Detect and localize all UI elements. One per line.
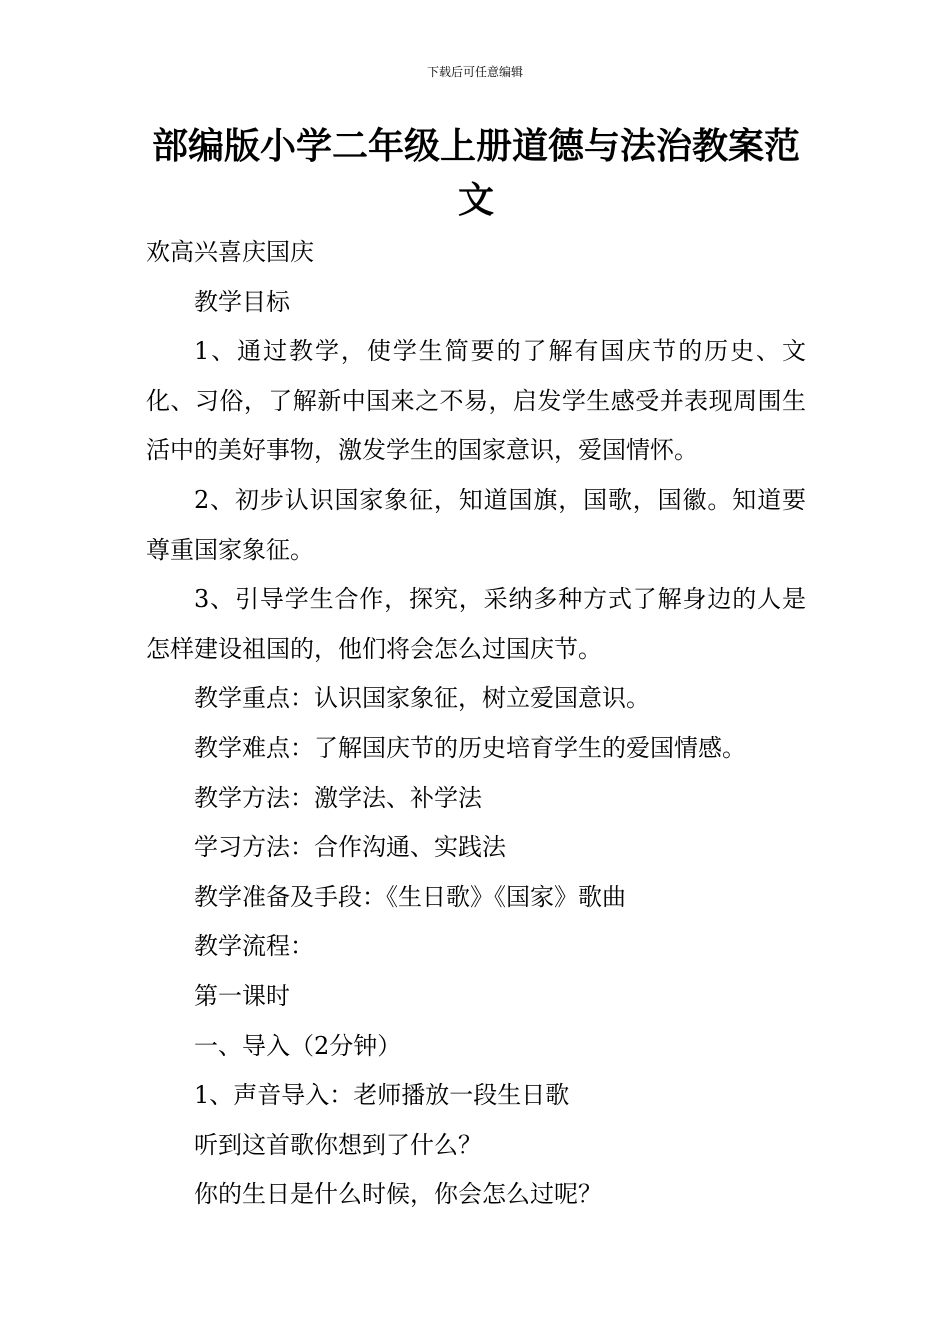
teaching-process-heading: 教学流程： [194,932,314,961]
teaching-key-point: 教学重点：认识国家象征，树立爱国意识。 [194,684,650,713]
intro-step-1: 1、声音导入：老师播放一段生日歌 [194,1081,570,1110]
lesson-one-heading: 第一课时 [194,981,290,1010]
intro-question-2: 你的生日是什么时候，你会怎么过呢？ [194,1180,602,1209]
learning-method: 学习方法：合作沟通、实践法 [194,833,506,862]
teaching-method: 教学方法：激学法、补学法 [194,783,482,812]
subtitle-line: 欢高兴喜庆国庆 [146,238,314,266]
teaching-preparation: 教学准备及手段：《生日歌》《国家》歌曲 [194,882,626,911]
objective-item-1: 1、通过教学，使学生简要的了解有国庆节的历史、文化、习俗，了解新中国来之不易，启发学生感受并表现周围生活中的美好事物，激发学生的国家意识，爱国情怀。 [146,337,806,465]
page-header-note: 下载后可任意编辑 [426,65,523,79]
objective-item-2: 2、初步认识国家象征，知道国旗，国歌，国徽。知道要尊重国家象征。 [146,485,806,564]
document-body [146,228,806,1220]
teaching-difficulty: 教学难点：了解国庆节的历史培育学生的爱国情感。 [194,733,746,762]
objective-item-3: 3、引导学生合作，探究，采纳多种方式了解身边的人是怎样建设祖国的，他们将会怎么过国庆节。 [146,585,806,663]
intro-section-heading: 一、导入（2分钟） [194,1031,402,1060]
intro-question-1: 听到这首歌你想到了什么？ [194,1130,482,1159]
section-heading-objectives: 教学目标 [194,287,290,316]
document-title: 部编版小学二年级上册道德与法治教案范文 [151,126,800,221]
